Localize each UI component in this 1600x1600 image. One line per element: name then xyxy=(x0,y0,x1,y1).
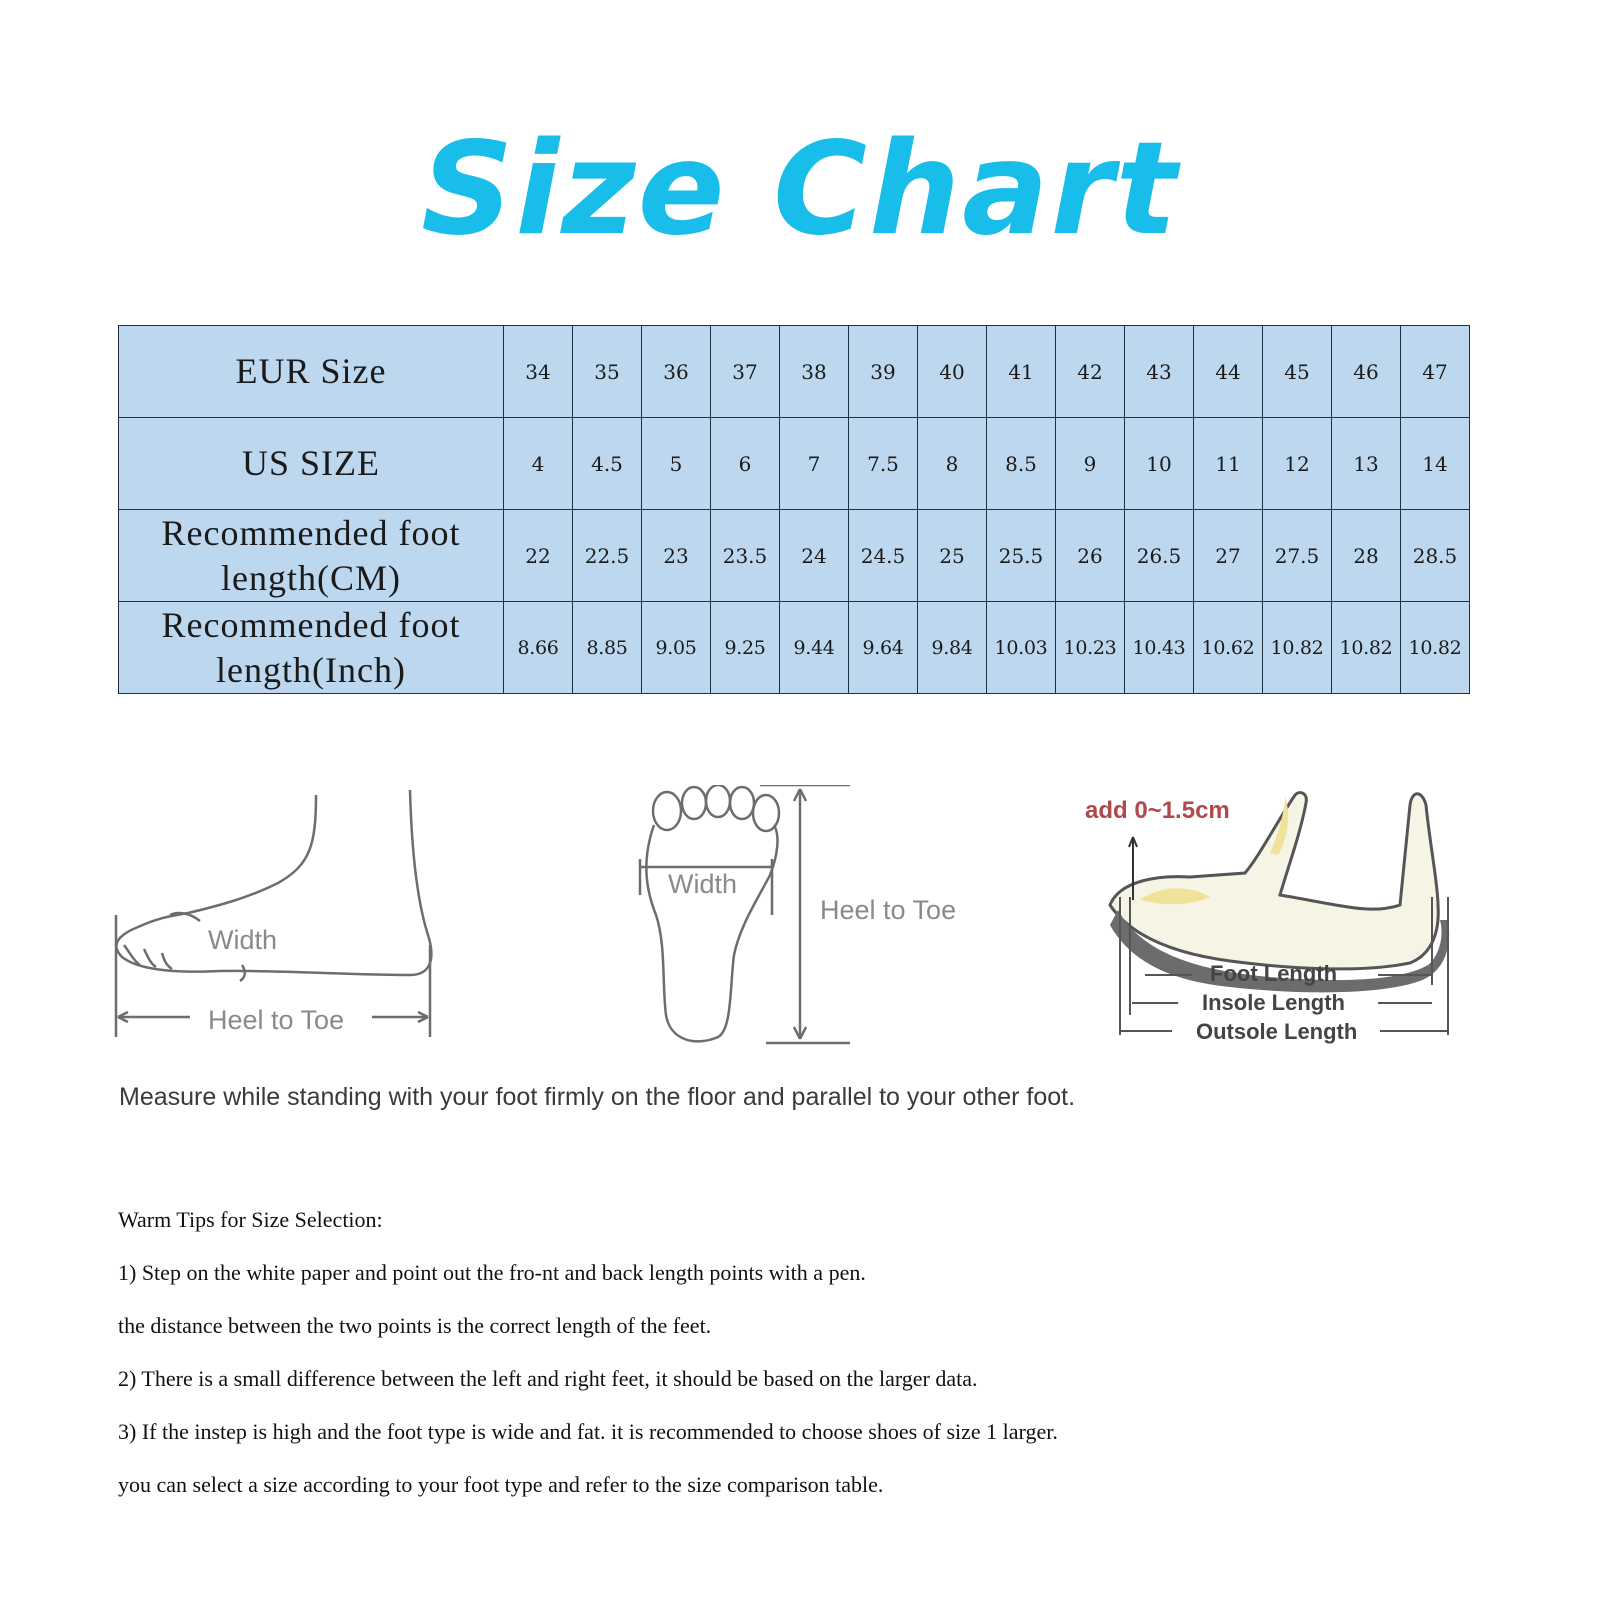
table-cell: 10.82 xyxy=(1401,602,1470,694)
table-cell: 10.82 xyxy=(1263,602,1332,694)
table-cell: 10.03 xyxy=(987,602,1056,694)
table-cell: 4.5 xyxy=(573,418,642,510)
table-cell: 9 xyxy=(1056,418,1125,510)
top-width-label: Width xyxy=(668,869,738,899)
insole-length-label: Insole Length xyxy=(1202,990,1345,1015)
table-cell: 10.62 xyxy=(1194,602,1263,694)
table-cell: 9.44 xyxy=(780,602,849,694)
table-cell: 46 xyxy=(1332,326,1401,418)
table-cell: 7 xyxy=(780,418,849,510)
tip-line: 3) If the instep is high and the foot type is wide and fat. it is recommended to choose shoes of size 1 larger. xyxy=(118,1419,1058,1444)
table-cell: 22 xyxy=(504,510,573,602)
table-cell: 25.5 xyxy=(987,510,1056,602)
shoe-add-label: add 0~1.5cm xyxy=(1085,797,1230,824)
table-cell: 23.5 xyxy=(711,510,780,602)
table-cell: 26.5 xyxy=(1125,510,1194,602)
table-cell: 27 xyxy=(1194,510,1263,602)
top-foot-icon xyxy=(640,785,850,1043)
table-cell: 6 xyxy=(711,418,780,510)
us-size-row xyxy=(119,418,1470,510)
tip-line: the distance between the two points is the correct length of the feet. xyxy=(118,1313,712,1338)
tip-line: you can select a size according to your foot type and refer to the size comparison table. xyxy=(118,1472,884,1497)
table-cell: 10.82 xyxy=(1332,602,1401,694)
table-cell: 22.5 xyxy=(573,510,642,602)
tips-heading: Warm Tips for Size Selection: xyxy=(118,1207,383,1232)
measure-caption: Measure while standing with your foot firmly on the floor and parallel to your other foot. xyxy=(119,1083,1076,1111)
table-cell: 10 xyxy=(1125,418,1194,510)
side-width-label: Width xyxy=(208,925,278,955)
table-cell: 35 xyxy=(573,326,642,418)
table-cell: 11 xyxy=(1194,418,1263,510)
side-foot-icon xyxy=(116,790,431,1037)
tip-line: 2) There is a small difference between the left and right feet, it should be based on the larger data. xyxy=(118,1366,978,1391)
top-heel-to-toe-label: Heel to Toe xyxy=(820,895,957,925)
table-cell: 9.25 xyxy=(711,602,780,694)
table-cell: 8 xyxy=(918,418,987,510)
table-cell: 36 xyxy=(642,326,711,418)
table-cell: 5 xyxy=(642,418,711,510)
table-cell: 14 xyxy=(1401,418,1470,510)
eur-size-row xyxy=(119,326,1470,418)
row-header: US SIZE xyxy=(119,418,504,510)
table-cell: 38 xyxy=(780,326,849,418)
table-cell: 47 xyxy=(1401,326,1470,418)
table-cell: 28.5 xyxy=(1401,510,1470,602)
table-cell: 42 xyxy=(1056,326,1125,418)
table-cell: 45 xyxy=(1263,326,1332,418)
size-table xyxy=(118,325,1470,694)
outsole-length-label: Outsole Length xyxy=(1196,1019,1358,1044)
foot-length-label: Foot Length xyxy=(1210,961,1338,986)
table-cell: 34 xyxy=(504,326,573,418)
table-cell: 24 xyxy=(780,510,849,602)
table-cell: 25 xyxy=(918,510,987,602)
table-cell: 8.66 xyxy=(504,602,573,694)
table-cell: 23 xyxy=(642,510,711,602)
table-cell: 44 xyxy=(1194,326,1263,418)
table-cell: 4 xyxy=(504,418,573,510)
row-header: Recommended foot length(CM) xyxy=(119,510,504,602)
row-header: EUR Size xyxy=(119,326,504,418)
table-cell: 26 xyxy=(1056,510,1125,602)
side-heel-to-toe-label: Heel to Toe xyxy=(208,1005,345,1035)
size-tips xyxy=(118,1205,1058,1523)
foot-length-inch-row xyxy=(119,602,1470,694)
table-cell: 39 xyxy=(849,326,918,418)
table-cell: 9.84 xyxy=(918,602,987,694)
tip-line: 1) Step on the white paper and point out the fro-nt and back length points with a pen. xyxy=(118,1260,866,1285)
table-cell: 37 xyxy=(711,326,780,418)
table-cell: 10.43 xyxy=(1125,602,1194,694)
page-title: Size Chart xyxy=(421,115,1179,264)
table-cell: 7.5 xyxy=(849,418,918,510)
foot-length-cm-row xyxy=(119,510,1470,602)
table-cell: 13 xyxy=(1332,418,1401,510)
measurement-diagrams xyxy=(110,785,1510,1075)
table-cell: 40 xyxy=(918,326,987,418)
table-cell: 41 xyxy=(987,326,1056,418)
table-cell: 10.23 xyxy=(1056,602,1125,694)
table-cell: 8.5 xyxy=(987,418,1056,510)
table-cell: 12 xyxy=(1263,418,1332,510)
table-cell: 27.5 xyxy=(1263,510,1332,602)
table-cell: 43 xyxy=(1125,326,1194,418)
table-cell: 24.5 xyxy=(849,510,918,602)
row-header: Recommended foot length(Inch) xyxy=(119,602,504,694)
table-cell: 9.05 xyxy=(642,602,711,694)
table-cell: 8.85 xyxy=(573,602,642,694)
table-cell: 9.64 xyxy=(849,602,918,694)
table-cell: 28 xyxy=(1332,510,1401,602)
